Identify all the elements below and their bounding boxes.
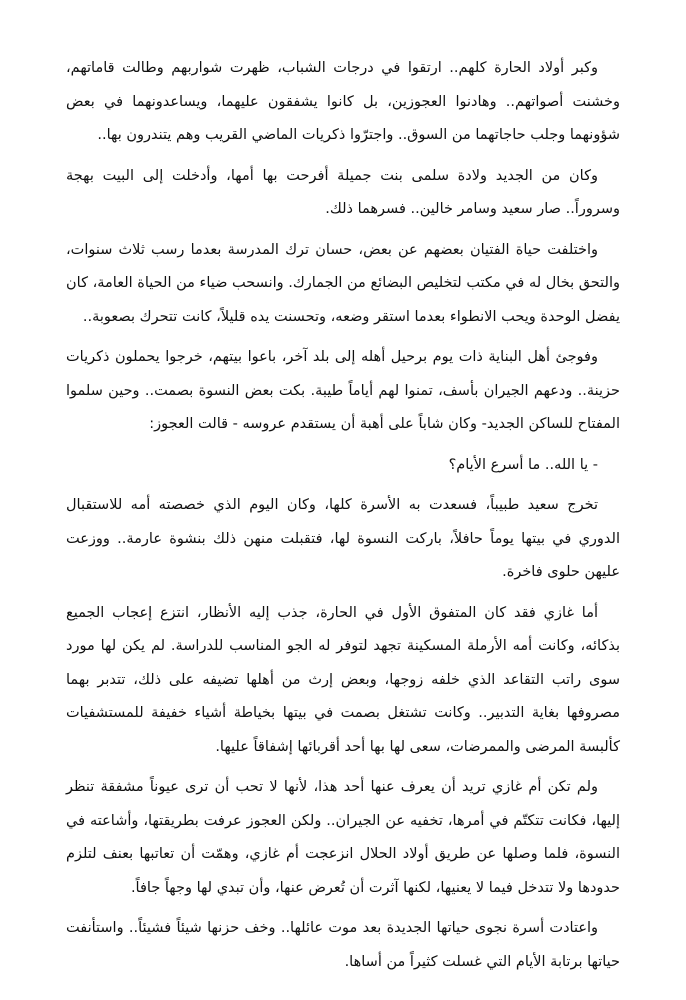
paragraph-9: واعتادت أسرة نجوى حياتها الجديدة بعد موت عائلها.. وخف حزنها شيئاً فشيئاً.. واستأنفت حياتها برتابة الأيام التي غسلت كثيراً من أساها. bbox=[66, 920, 620, 970]
paragraph-6: تخرج سعيد طبيباً، فسعدت به الأسرة كلها، وكان اليوم الذي خصصته أمه للاستقبال الدوري في بيتها يوماً حافلاً، باركت النسوة لها، فتقبلت منهن ذلك بنشوة عارمة.. ووزعت عليهن حلوى فاخرة. bbox=[66, 497, 620, 580]
paragraph-1: وكبر أولاد الحارة كلهم.. ارتقوا في درجات الشباب، ظهرت شواربهم وطالت قاماتهم، وخشنت أصواتهم.. وهادنوا العجوزين، بل كانوا يشفقون عليهما، ويساعدونهما في بعض شؤونهما وجلب حاجاتهما من السوق.. واجترّوا ذكريات الماضي القريب وهم يتندرون بها.. bbox=[66, 60, 620, 143]
document-page bbox=[66, 52, 620, 986]
paragraph-4: وفوجئ أهل البناية ذات يوم برحيل أهله إلى بلد آخر، باعوا بيتهم، خرجوا يحملون ذكريات حزينة.. ودعهم الجيران بأسف، تمنوا لهم أياماً طيبة. بكت بعض النسوة بصمت.. وحين سلموا المفتاح للساكن الجديد- وكان شاباً على أهبة أن يستقدم عروسه - قالت العجوز: bbox=[66, 349, 620, 432]
paragraph-7: أما غازي فقد كان المتفوق الأول في الحارة، جذب إليه الأنظار، انتزع إعجاب الجميع بذكائه، وكانت أمه الأرملة المسكينة تجهد لتوفر له الجو المناسب للدراسة. لم يكن لها مورد سوى راتب التقاعد الذي خلفه زوجها، وبعض إرث من أهلها تضيفه على ذلك، تتدبر بهما مصروفها بغاية التدبير.. وكانت تشتغل بصمت في بيتها بخياطة أشياء خفيفة للمستشفيات كألبسة المرضى والممرضات، سعى لها بها أحد أقربائها إشفاقاً عليها. bbox=[66, 604, 620, 755]
paragraph-8: ولم تكن أم غازي تريد أن يعرف عنها أحد هذا، لأنها لا تحب أن ترى عيوناً مشفقة تنظر إليها، فكانت تتكتّم في أمرها، تخفيه عن الجيران.. ولكن العجوز عرفت بطريقتها، وأشاعته في النسوة، فلما وصلها عن طريق أولاد الحلال انزعجت أم غازي، وهمّت أن تعاتبها بعنف لتلزم حدودها ولا تتدخل فيما لا يعنيها، لكنها آثرت أن تُعرض عنها، وأن تبدي لها وجهاً جافاً. bbox=[66, 779, 620, 896]
dialogue-line: - يا الله.. ما أسرع الأيام؟ bbox=[448, 456, 598, 473]
paragraph-2: وكان من الجديد ولادة سلمى بنت جميلة أفرحت بها أمها، وأدخلت إلى البيت بهجة وسروراً.. صار سعيد وسامر خالين.. فسرهما ذلك. bbox=[66, 167, 620, 217]
paragraph-3: واختلفت حياة الفتيان بعضهم عن بعض، حسان ترك المدرسة بعدما رسب ثلاث سنوات، والتحق بخال له في مكتب لتخليص البضائع من الجمارك. وانسحب ضياء من الحياة العامة، كان يفضل الوحدة ويحب الانطواء بعدما استقر وضعه، وتحسنت يده قليلاً، كانت تتحرك بصعوبة.. bbox=[66, 241, 620, 325]
